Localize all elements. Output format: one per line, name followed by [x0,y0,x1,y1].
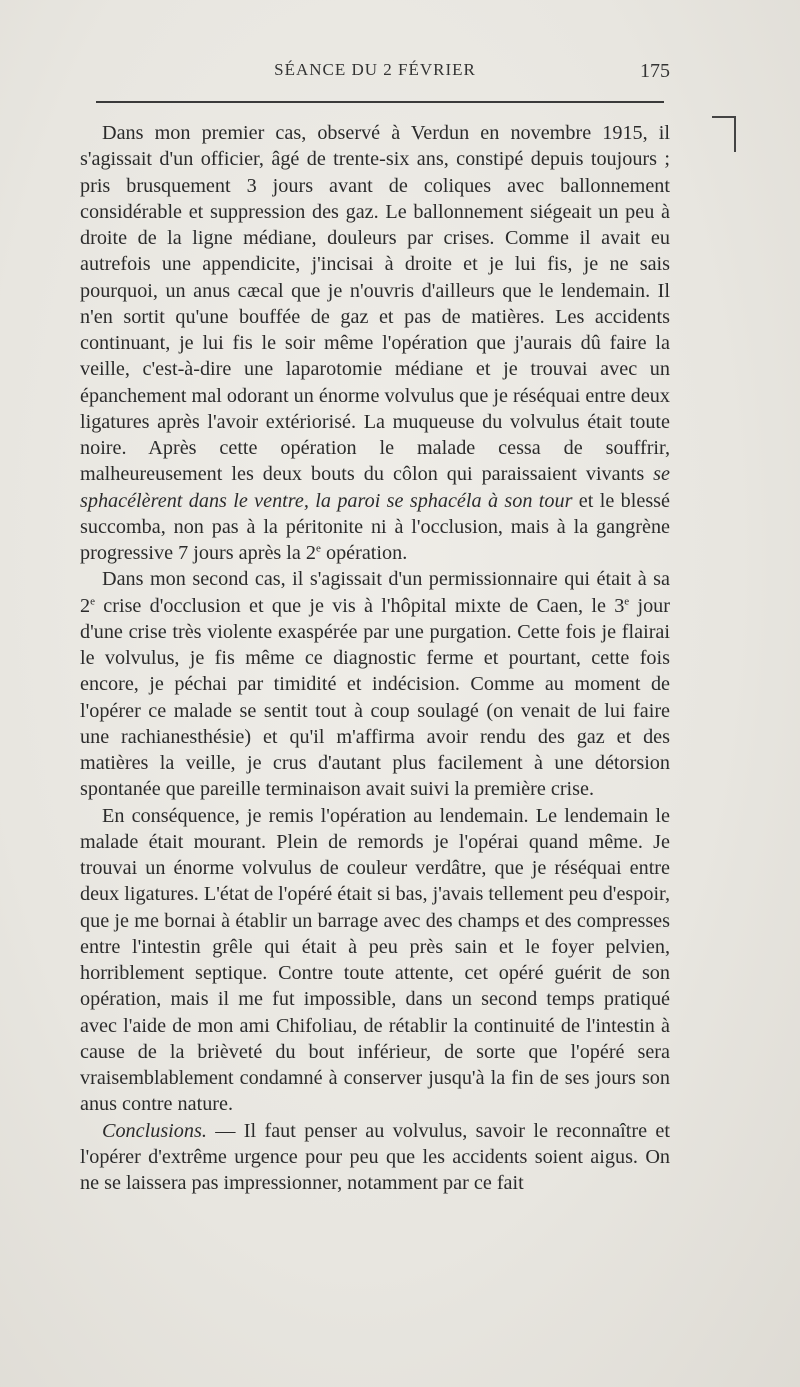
superscript: e [624,594,630,607]
paragraph [80,120,670,566]
margin-bracket-mark [712,116,736,152]
text-run: Dans mon second cas, il s'agissait d'un permissionnaire qui était à sa 2 [80,568,670,617]
text-run: En conséquence, je remis l'opération au lendemain. Le lendemain le malade était mourant. Plein de remords je l'opérai quand même. Je trouvai un énorme volvulus de couleur verdâtre, que je réséquai entre deux ligatures. L'état de l'opéré était si bas, j'avais tellement peu d'espoir, que je me bornai à établir un barrage avec des champs et des compresses entre l'intestin grêle qui était à peu près sain et le foyer pelvien, horriblement septique. Contre toute attente, cet opéré guérit de son opération, mais il me fut impossible, dans un second temps pratiqué avec l'aide de mon ami Chifoliau, de rétablir la continuité de l'intestin à cause de la brièveté du bout inférieur, de sorte que l'opéré sera vraisemblablement condamné à conserver jusqu'à la fin de ses jours son anus contre nature. [80,804,671,1116]
page-number: 175 [640,60,670,82]
paragraph [80,803,670,1118]
text-run: — Il faut penser au volvulus, savoir le reconnaître et l'opérer d'extrême urgence pour peu que les accidents soient aigus. On ne se laissera pas impressionner, notamment par ce fait [80,1119,670,1194]
superscript: e [90,594,95,607]
italic-text: se sphacélèrent dans le ventre, la paroi se sphacéla à son tour [80,463,670,512]
running-header [80,60,670,88]
text-run: jour d'une crise très violente exaspérée par une purgation. Cette fois je flairai le volvulus, je fis même ce diagnostic ferme et pourtant, cette fois encore, je péchai par timidité et indécision. Comme au moment de l'opérer ce malade se sentit tout à coup soulagé (on venait de lui faire une rachianesthésie) et qu'il m'affirma avoir rendu des gaz et des matières la veille, je crus d'autant plus facilement à une détorsion spontanée que pareille terminaison avait suivi la première crise. [80,594,670,801]
paragraph [80,566,670,802]
text-run: opération. [320,542,408,564]
text-run: et le blessé succomba, non pas à la péritonite ni à l'occlusion, mais à la gangrène progressive 7 jours après la 2 [80,489,670,564]
paragraph [80,1118,670,1197]
header-rule [96,101,664,103]
text-run: Dans mon premier cas, observé à Verdun en novembre 1915, il s'agissait d'un officier, âgé de trente-six ans, constipé depuis toujours ; pris brusquement 3 jours avant de coliques avec ballonnement considérable et suppression des gaz. Le ballonnement siégeait un peu à droite de la ligne médiane, douleurs par crises. Comme il avait eu autrefois une appendicite, j'incisai à droite et je lui fis, je ne sais pourquoi, un anus cæcal que je n'ouvris d'ailleurs que le lendemain. Il n'en sortit qu'une bouffée de gaz et pas de matières. Les accidents continuant, je lui fis le soir même l'opération que j'aurais dû faire la veille, c'est-à-dire une laparotomie médiane et je trouvai avec un épanchement mal odorant un énorme volvulus que je réséquai entre deux ligatures après l'avoir extériorisé. La muqueuse du volvulus était toute noire. Après cette opération le malade cessa de souffrir, malheureusement les deux bouts du côlon qui paraissaient vivants [80,122,670,486]
text-run: crise d'occlusion et que je vis à l'hôpital mixte de Caen, le 3 [94,594,625,617]
body-text [80,120,670,1196]
header-title: SÉANCE DU 2 FÉVRIER [274,60,476,79]
italic-text: Conclusions. [102,1119,207,1142]
superscript: e [316,542,321,555]
